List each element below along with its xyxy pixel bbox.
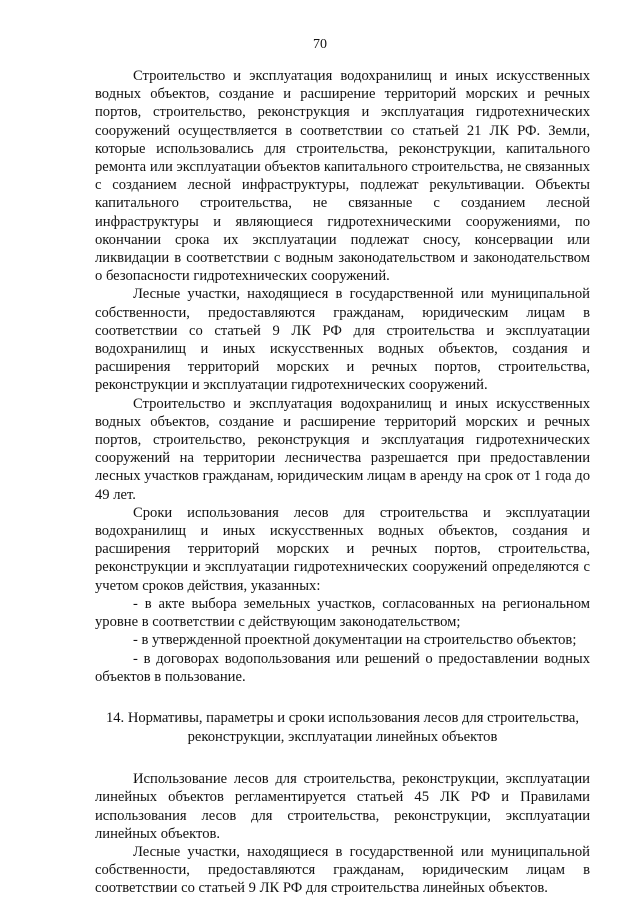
- document-body: [95, 67, 590, 898]
- paragraph: Лесные участки, находящиеся в государственной или муниципальной собственности, предоставляются гражданам, юридическим лицам в соответствии со статьей 9 ЛК РФ для строительства линейных объектов.: [95, 843, 590, 897]
- paragraph: Строительство и эксплуатация водохранилищ и иных искусственных водных объектов, создание и расширение территорий морских и речных портов, строительство, реконструкция и эксплуатация гидротехнических сооружений на территории лесничества разрешается при предоставлении лесных участков гражданам, юридическим лицам в аренду на срок от 1 года до 49 лет.: [95, 395, 590, 503]
- paragraph: Сроки использования лесов для строительства и эксплуатации водохранилищ и иных искусственных водных объектов, создания и расширения территорий морских и речных портов, строительства, реконструкции и эксплуатации гидротехнических сооружений определяются с учетом сроков действия, указанных:: [95, 504, 590, 594]
- page-number: 70: [313, 37, 327, 52]
- section-heading-line: реконструкции, эксплуатации линейных объектов: [187, 728, 498, 745]
- list-item: - в договорах водопользования или решений о предоставлении водных объектов в пользование.: [95, 650, 590, 685]
- list-item: - в акте выбора земельных участков, согласованных на региональном уровне в соответствии с действующим законодательством;: [95, 595, 590, 631]
- list-item: - в утвержденной проектной документации на строительство объектов;: [133, 632, 577, 649]
- section-heading-line: 14. Нормативы, параметры и сроки использования лесов для строительства,: [105, 709, 580, 726]
- section-heading: [95, 709, 590, 746]
- paragraph: Лесные участки, находящиеся в государственной или муниципальной собственности, предоставляются гражданам, юридическим лицам в соответствии со статьей 9 ЛК РФ для строительства и эксплуатации водохранилищ и иных искусственных водных объектов, создания и расширения территорий морских и речных портов, строительства, реконструкции и эксплуатации гидротехнических сооружений.: [95, 286, 590, 394]
- paragraph: Использование лесов для строительства, реконструкции, эксплуатации линейных объектов регламентируется статьей 45 ЛК РФ и Правилами использования лесов для строительства, реконструкции, эксплуатации линейных объектов.: [95, 771, 590, 842]
- paragraph: Строительство и эксплуатация водохранилищ и иных искусственных водных объектов, создание и расширение территорий морских и речных портов, строительство, реконструкция и эксплуатация гидротехнических сооружений осуществляется в соответствии со статьей 21 ЛК РФ. Земли, которые использовались для строительства, реконструкции, капитального ремонта или эксплуатации объектов капитального строительства, не связанных с созданием лесной инфраструктуры, подлежат рекультивации. Объекты капитального строительства, не связанные с созданием лесной инфраструктуры и являющиеся гидротехническими сооружениями, по окончании срока их эксплуатации подлежат сносу, консервации или ликвидации в соответствии с водным законодательством и законодательством о безопасности гидротехнических сооружений.: [95, 68, 590, 285]
